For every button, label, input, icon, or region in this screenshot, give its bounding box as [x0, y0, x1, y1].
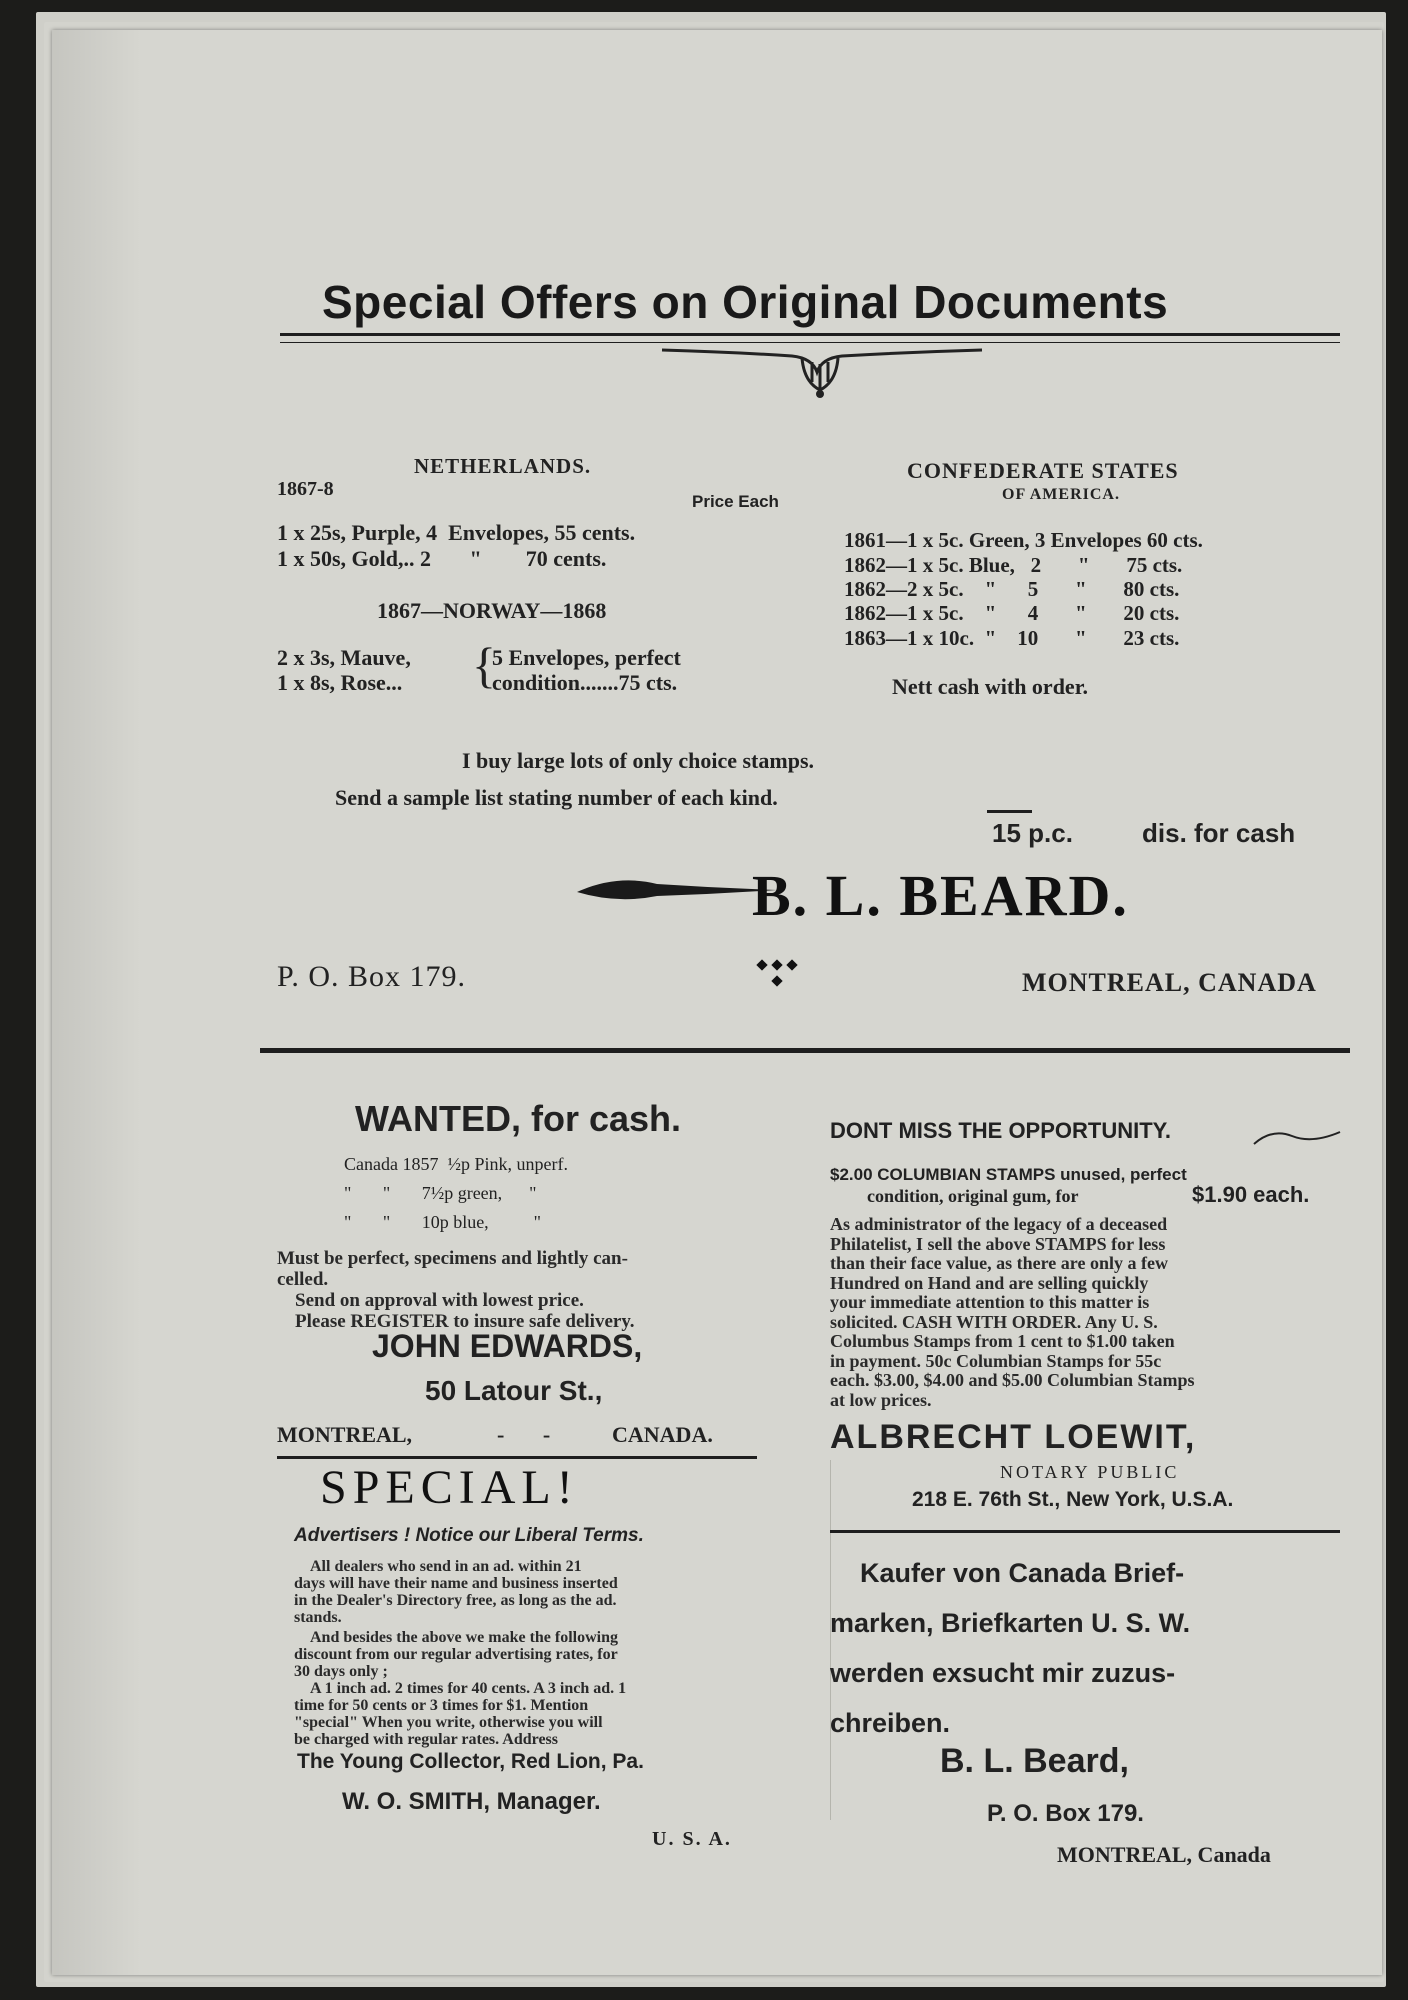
page-title: Special Offers on Original Documents	[322, 276, 1169, 328]
price-each-label: Price Each	[692, 492, 779, 511]
dealer-name: B. L. BEARD.	[752, 863, 1129, 928]
special-body-line-11: be charged with regular rates. Address	[294, 1731, 558, 1748]
opportunity-body-line-5: your immediate attention to this matter is	[830, 1292, 1150, 1312]
wanted-line-3: " " 10p blue, "	[344, 1212, 542, 1232]
ornament-flourish	[652, 342, 992, 402]
dealer-city: MONTREAL, CANADA	[1022, 968, 1317, 997]
confederate-line-2: 1862—1 x 5c. Blue, 2 " 75 cts.	[844, 553, 1183, 577]
document-page	[52, 30, 1382, 1975]
kaufer-block	[830, 1548, 1350, 1748]
opportunity-body-line-3: than their face value, as there are only a few	[830, 1253, 1168, 1273]
wanted-city-right: CANADA.	[612, 1422, 713, 1447]
kaufer-line-2: marken, Briefkarten U. S. W.	[830, 1608, 1191, 1638]
loewit-address: 218 E. 76th St., New York, U.S.A.	[912, 1488, 1234, 1511]
flourish-icon	[1252, 1122, 1342, 1152]
opportunity-body-line-9: each. $3.00, $4.00 and $5.00 Columbian Stamps	[830, 1370, 1195, 1390]
wanted-rule	[277, 1456, 757, 1459]
loewit-title: NOTARY PUBLIC	[1000, 1462, 1180, 1482]
netherlands-line-1: 1 x 25s, Purple, 4 Envelopes, 55 cents.	[277, 520, 636, 545]
norway-line-1-right: 5 Envelopes, perfect	[492, 645, 681, 670]
opportunity-body	[830, 1215, 1350, 1410]
special-body-line-10: "special" When you write, otherwise you will	[294, 1714, 603, 1731]
special-body-line-4: stands.	[294, 1609, 342, 1626]
special-body-line-9: time for 50 cents or 3 times for $1. Mention	[294, 1697, 589, 1714]
norway-brace: {	[472, 637, 496, 693]
discount-mark	[987, 810, 1032, 813]
kaufer-line-3: werden exsucht mir zuzus-	[830, 1658, 1176, 1688]
kaufer-box: P. O. Box 179.	[987, 1800, 1144, 1827]
opportunity-body-line-7: Columbus Stamps from 1 cent to $1.00 taken	[830, 1331, 1175, 1351]
netherlands-line-2: 1 x 50s, Gold,.. 2 " 70 cents.	[277, 546, 607, 571]
confederate-line-3: 1862—2 x 5c. " 5 " 80 cts.	[844, 577, 1180, 601]
special-heading: SPECIAL!	[320, 1461, 579, 1514]
wanted-body-line-3: Send on approval with lowest price.	[295, 1290, 584, 1311]
confederate-heading: CONFEDERATE STATES	[907, 458, 1179, 483]
special-body-line-3: in the Dealer's Directory free, as long as the ad.	[294, 1592, 617, 1609]
netherlands-heading: NETHERLANDS.	[414, 454, 592, 478]
confederate-subheading: OF AMERICA.	[1002, 486, 1120, 503]
buy-line-1: I buy large lots of only choice stamps.	[462, 748, 814, 773]
buy-line-2: Send a sample list stating number of each kind.	[335, 785, 778, 810]
pointing-flourish-icon	[577, 870, 777, 910]
norway-line-2-right: condition.......75 cts.	[492, 670, 678, 695]
confederate-line-5: 1863—1 x 10c. " 10 " 23 cts.	[844, 626, 1180, 650]
special-body-line-2: days will have their name and business inserted	[294, 1575, 618, 1592]
special-body	[294, 1558, 764, 1748]
opportunity-body-line-1: As administrator of the legacy of a deceased	[830, 1214, 1168, 1234]
opportunity-body-line-6: solicited. CASH WITH ORDER. Any U. S.	[830, 1311, 1158, 1332]
norway-line-2-left: 1 x 8s, Rose...	[277, 670, 403, 695]
confederate-line-4: 1862—1 x 5c. " 4 " 20 cts.	[844, 601, 1180, 625]
norway-line-1-left: 2 x 3s, Mauve,	[277, 645, 411, 670]
wanted-city-left: MONTREAL,	[277, 1422, 413, 1447]
special-address-1: The Young Collector, Red Lion, Pa.	[297, 1750, 644, 1773]
wanted-body	[277, 1248, 717, 1332]
special-body-line-7: 30 days only ;	[294, 1663, 388, 1680]
wanted-line-1: Canada 1857 ½p Pink, unperf.	[344, 1154, 568, 1174]
special-address-2: W. O. SMITH, Manager.	[342, 1788, 601, 1815]
wanted-body-line-1: Must be perfect, specimens and lightly can-	[277, 1248, 628, 1269]
opportunity-line-1: $2.00 COLUMBIAN STAMPS unused, perfect	[830, 1165, 1187, 1184]
opportunity-body-line-2: Philatelist, I sell the above STAMPS for less	[830, 1233, 1166, 1254]
title-rule	[280, 333, 1340, 336]
special-body-line-8: A 1 inch ad. 2 times for 40 cents. A 3 inch ad. 1	[310, 1680, 627, 1697]
opportunity-body-line-8: in payment. 50c Columbian Stamps for 55c	[830, 1350, 1162, 1371]
special-body-line-1: All dealers who send in an ad. within 21	[310, 1558, 582, 1575]
page-edge-shadow	[52, 30, 142, 1975]
discount-left: 15 p.c.	[992, 818, 1073, 848]
netherlands-year: 1867-8	[277, 478, 334, 500]
special-body-line-5: And besides the above we make the following	[310, 1629, 619, 1646]
kaufer-city: MONTREAL, Canada	[1057, 1842, 1271, 1867]
opportunity-line-2a: condition, original gum, for	[867, 1186, 1079, 1206]
kaufer-name: B. L. Beard,	[940, 1742, 1129, 1780]
wanted-city-dash: - -	[497, 1422, 551, 1447]
wanted-body-line-2: celled.	[277, 1269, 329, 1290]
wanted-street: 50 Latour St.,	[425, 1375, 603, 1406]
special-address-3: U. S. A.	[652, 1828, 732, 1850]
wanted-name: JOHN EDWARDS,	[372, 1328, 643, 1364]
kaufer-line-1: Kaufer von Canada Brief-	[860, 1558, 1185, 1588]
opportunity-body-line-10: at low prices.	[830, 1389, 932, 1410]
discount-right: dis. for cash	[1142, 818, 1296, 848]
wanted-heading: WANTED, for cash.	[355, 1098, 682, 1139]
wanted-body-line-4: Please REGISTER to insure safe delivery.	[295, 1311, 635, 1332]
middle-separator	[260, 1048, 1350, 1053]
opportunity-heading: DONT MISS THE OPPORTUNITY.	[830, 1118, 1172, 1143]
kaufer-line-4: chreiben.	[830, 1708, 951, 1738]
wanted-line-2: " " 7½p green, "	[344, 1183, 537, 1203]
diamond-ornament-icon	[752, 955, 802, 995]
confederate-line-1: 1861—1 x 5c. Green, 3 Envelopes 60 cts.	[844, 528, 1203, 552]
norway-heading: 1867—NORWAY—1868	[377, 598, 607, 623]
special-body-line-6: discount from our regular advertising rates, for	[294, 1646, 618, 1663]
dealer-box: P. O. Box 179.	[277, 960, 467, 993]
special-subheading: Advertisers ! Notice our Liberal Terms.	[294, 1525, 644, 1546]
confederate-note: Nett cash with order.	[892, 674, 1088, 699]
opportunity-body-line-4: Hundred on Hand and are selling quickly	[830, 1272, 1149, 1293]
opportunity-line-2b: $1.90 each.	[1192, 1182, 1310, 1207]
loewit-name: ALBRECHT LOEWIT,	[830, 1418, 1197, 1456]
loewit-rule	[830, 1530, 1340, 1533]
